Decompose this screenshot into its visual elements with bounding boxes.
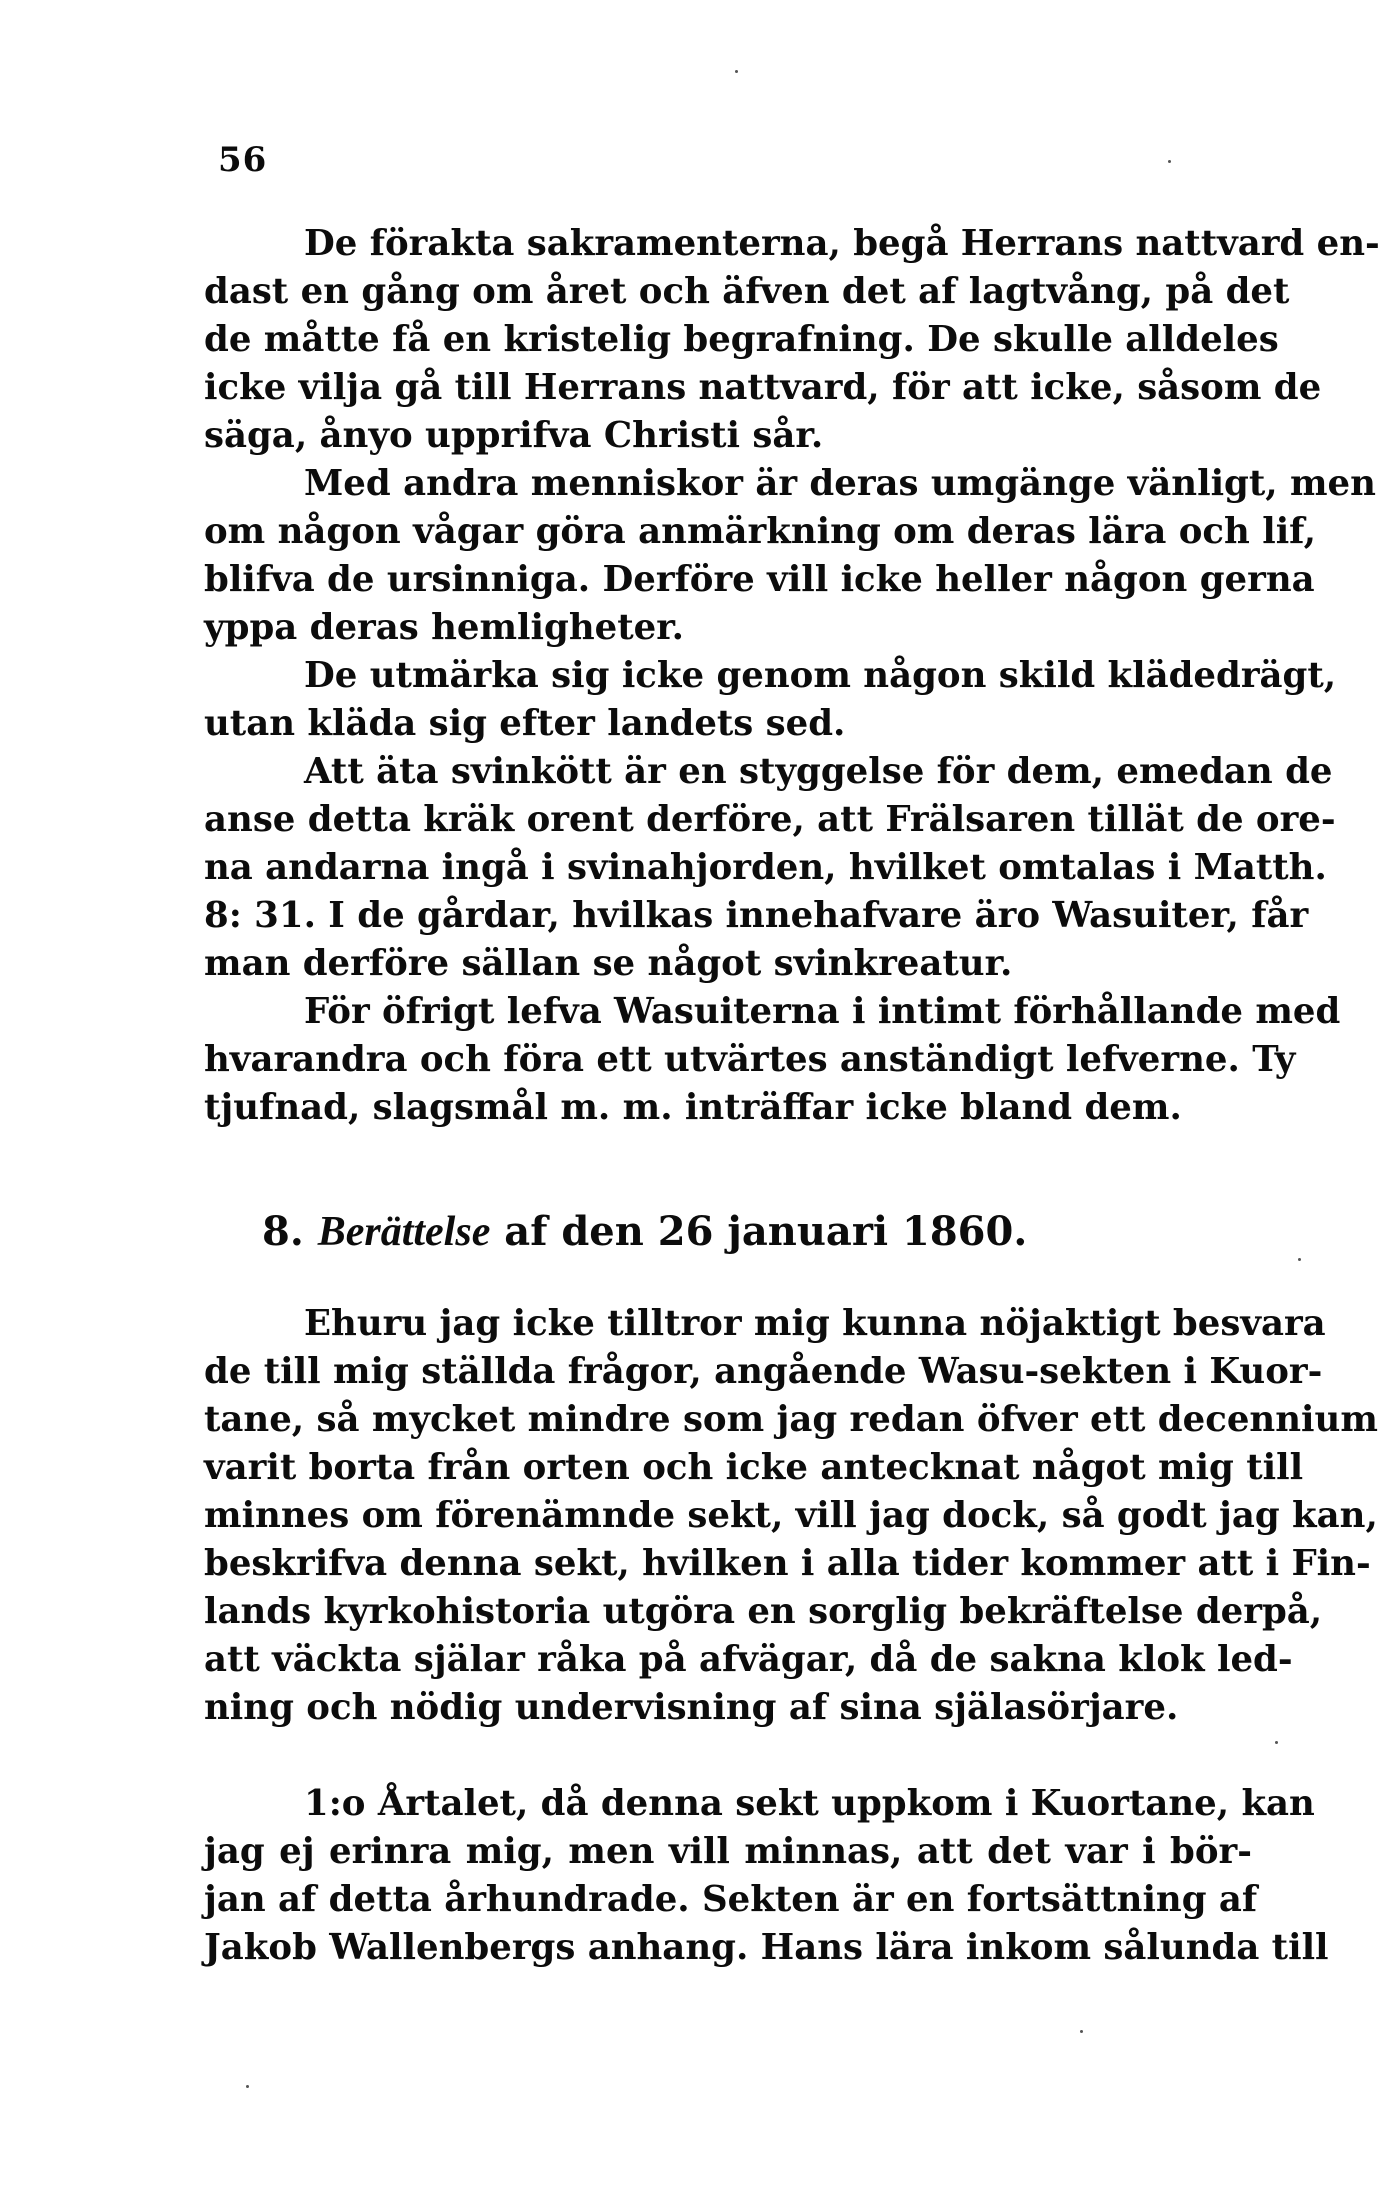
text-line: hvarandra och föra ett utvärtes anständigt lefverne. Ty — [204, 1039, 1296, 1080]
text-line: yppa deras hemligheter. — [204, 607, 685, 648]
scan-speck — [735, 70, 738, 73]
text-line: na andarna ingå i svinahjorden, hvilket omtalas i Matth. — [204, 847, 1327, 888]
text-line: Jakob Wallenbergs anhang. Hans lära inkom sålunda till — [204, 1927, 1329, 1968]
text-line: jag ej erinra mig, men vill minnas, att det var i bör- — [204, 1831, 1252, 1872]
page-number: 56 — [218, 140, 268, 180]
text-line: icke vilja gå till Herrans nattvard, för att icke, såsom de — [204, 367, 1322, 408]
text-line: minnes om förenämnde sekt, vill jag dock, så godt jag kan, — [204, 1495, 1378, 1536]
text-line: tane, så mycket mindre som jag redan öfver ett decennium — [204, 1399, 1378, 1440]
heading-number: 8. — [262, 1208, 304, 1255]
text-line: om någon vågar göra anmärkning om deras lära och lif, — [204, 511, 1317, 552]
scan-speck — [1080, 2030, 1083, 2033]
text-line: man derföre sällan se något svinkreatur. — [204, 943, 1013, 984]
text-line: anse detta kräk orent derföre, att Frälsaren tillät de ore- — [204, 799, 1336, 840]
text-line: tjufnad, slagsmål m. m. inträffar icke bland dem. — [204, 1087, 1182, 1128]
text-line: För öfrigt lefva Wasuiterna i intimt förhållande med — [304, 991, 1341, 1032]
scan-speck — [1168, 160, 1171, 163]
text-line: lands kyrkohistoria utgöra en sorglig bekräftelse derpå, — [204, 1591, 1323, 1632]
text-line: beskrifva denna sekt, hvilken i alla tider kommer att i Fin- — [204, 1543, 1371, 1584]
text-line: utan kläda sig efter landets sed. — [204, 703, 846, 744]
text-line: De utmärka sig icke genom någon skild klädedrägt, — [304, 655, 1337, 696]
scan-speck — [1298, 1258, 1301, 1261]
text-line: Med andra menniskor är deras umgänge vänligt, men — [304, 463, 1376, 504]
heading-title-italic: Berättelse — [317, 1209, 491, 1255]
text-line: blifva de ursinniga. Derföre vill icke heller någon gerna — [204, 559, 1315, 600]
text-line: jan af detta århundrade. Sekten är en fortsättning af — [204, 1879, 1258, 1920]
text-line: ning och nödig undervisning af sina själasörjare. — [204, 1687, 1179, 1728]
text-line: 8: 31. I de gårdar, hvilkas innehafvare äro Wasuiter, får — [204, 895, 1309, 936]
text-line: säga, ånyo upprifva Christi sår. — [204, 415, 824, 456]
text-line: Att äta svinkött är en styggelse för dem, emedan de — [304, 751, 1333, 792]
text-line: att väckta själar råka på afvägar, då de sakna klok led- — [204, 1639, 1293, 1680]
section-heading — [262, 1208, 1027, 1256]
scan-speck — [246, 2085, 249, 2088]
text-line: de måtte få en kristelig begrafning. De skulle alldeles — [204, 319, 1279, 360]
text-line: 1:o Årtalet, då denna sekt uppkom i Kuortane, kan — [304, 1783, 1315, 1824]
text-line: de till mig ställda frågor, angående Wasu-sekten i Kuor- — [204, 1351, 1323, 1392]
text-line: dast en gång om året och äfven det af lagtvång, på det — [204, 271, 1290, 312]
text-line: varit borta från orten och icke antecknat något mig till — [204, 1447, 1304, 1488]
text-line: De förakta sakramenterna, begå Herrans nattvard en- — [304, 223, 1380, 264]
text-line: Ehuru jag icke tilltror mig kunna nöjaktigt besvara — [304, 1303, 1326, 1344]
heading-title-rest: af den 26 januari 1860. — [504, 1208, 1028, 1255]
scan-speck — [1275, 1741, 1278, 1744]
